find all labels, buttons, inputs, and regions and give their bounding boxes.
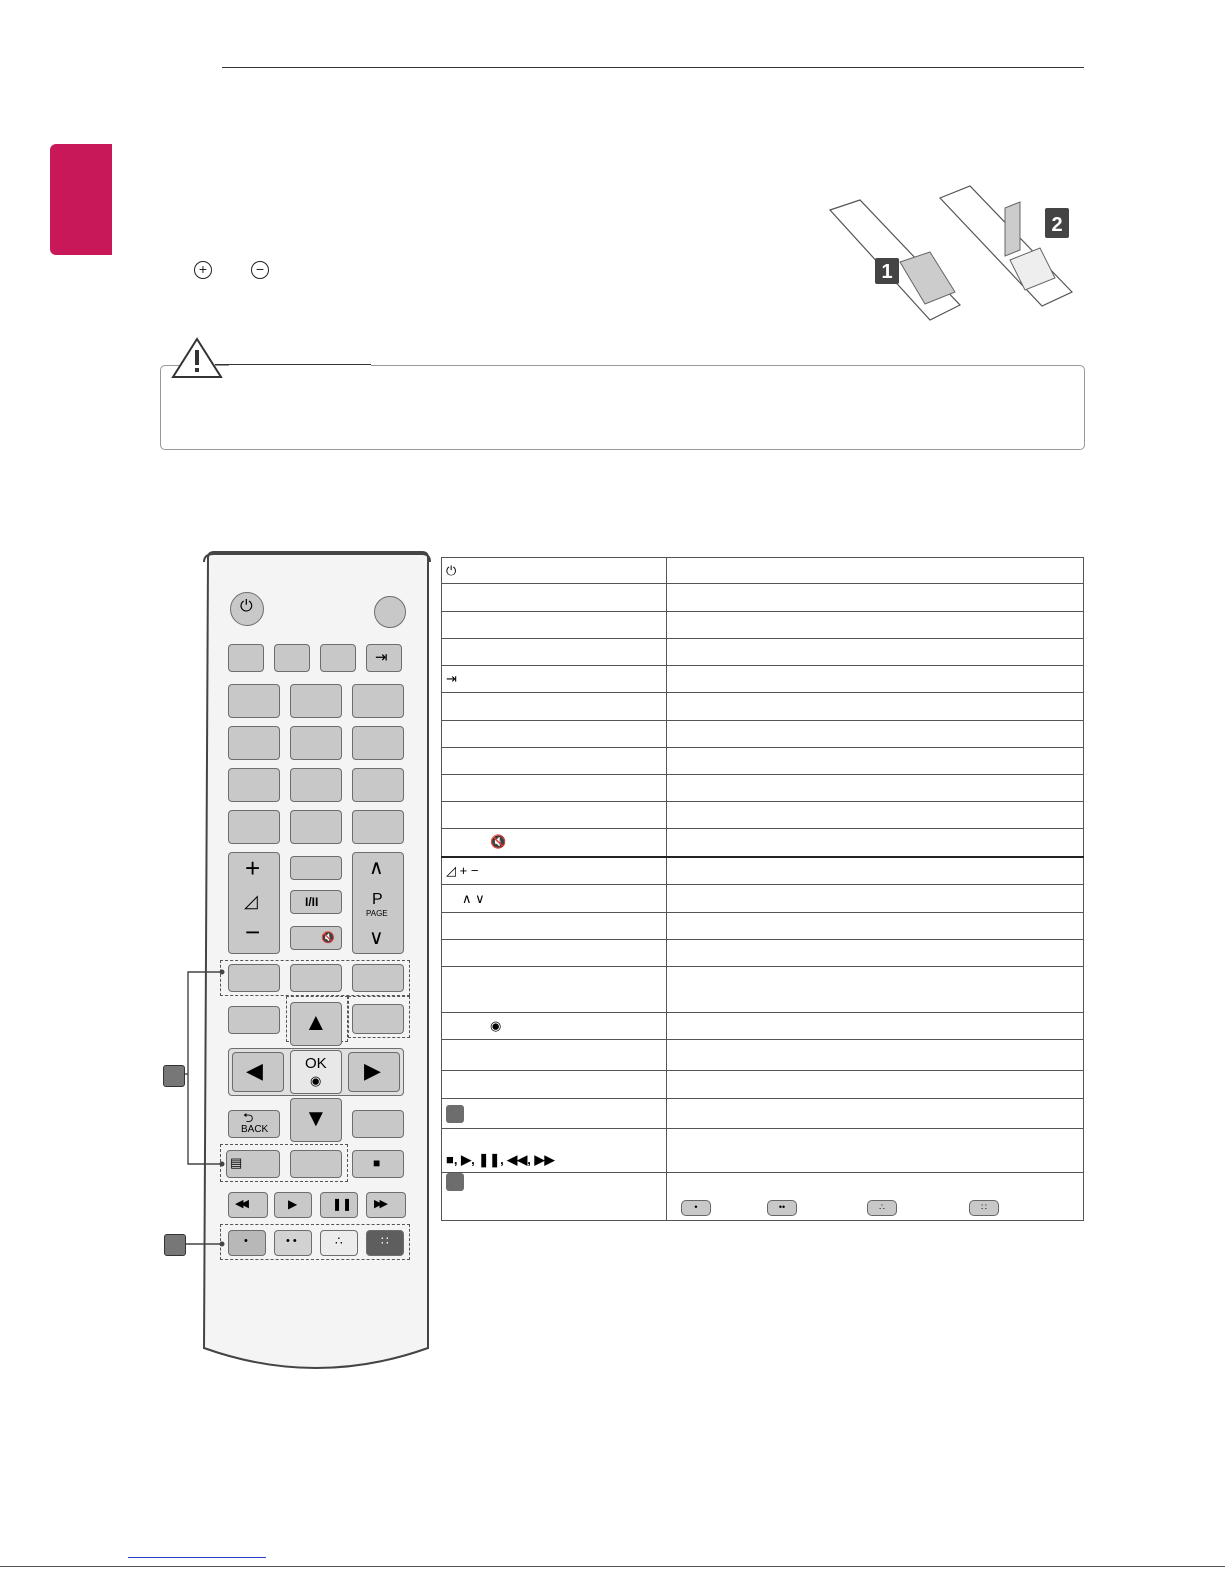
key-cell <box>442 1013 667 1040</box>
description-cell <box>667 1099 1084 1129</box>
fast-forward-button[interactable] <box>366 1192 406 1218</box>
callout-2 <box>164 1234 186 1256</box>
footer-rule <box>0 1566 1225 1567</box>
vol-plus-label: + <box>245 853 261 883</box>
num-button-1[interactable] <box>228 684 280 718</box>
color-key-pill-3: ∴ <box>867 1200 897 1216</box>
play-icon: ▶ <box>288 1197 298 1211</box>
play-button[interactable] <box>274 1192 312 1218</box>
battery-step-1: 1 <box>881 261 893 283</box>
table-row <box>442 558 1084 584</box>
input-button[interactable] <box>366 644 402 672</box>
top-right-round-button[interactable] <box>374 596 406 628</box>
rewind-button[interactable] <box>228 1192 268 1218</box>
description-cell <box>667 1013 1084 1040</box>
battery-install-illustration <box>820 180 1080 330</box>
remote-control-illustration <box>196 548 436 1388</box>
caution-box <box>160 365 1085 450</box>
description-cell <box>667 802 1084 829</box>
table-row <box>442 1071 1084 1099</box>
num-button-4[interactable] <box>228 726 280 760</box>
down-arrow-icon: ▼ <box>304 1105 328 1132</box>
table-row <box>442 748 1084 775</box>
dpad-up-button[interactable] <box>290 1002 342 1046</box>
key-cell <box>442 885 667 913</box>
table-row <box>442 639 1084 666</box>
fast-forward-icon: ▶▶ <box>374 1198 385 1210</box>
color-key-pill-2: •• <box>767 1200 797 1216</box>
table-row <box>442 1013 1084 1040</box>
key-cell <box>442 693 667 721</box>
description-cell <box>667 913 1084 940</box>
key-cell <box>442 775 667 802</box>
footer-link-underline <box>128 1557 266 1558</box>
color-key-3[interactable] <box>320 1230 358 1256</box>
description-cell <box>667 967 1084 1013</box>
table-row <box>442 829 1084 857</box>
back-label: BACK <box>241 1124 269 1135</box>
color-key-3-label: ∴ <box>335 1234 343 1248</box>
num-button-10[interactable] <box>228 810 280 844</box>
key-symbol: ⏻ <box>446 562 457 578</box>
num-button-5[interactable] <box>290 726 342 760</box>
color-key-4-label: ∷ <box>381 1234 389 1248</box>
table-row <box>442 693 1084 721</box>
key-cell <box>442 802 667 829</box>
key-cell <box>442 857 667 885</box>
color-key-pill-1: • <box>681 1200 711 1216</box>
page-down-icon: ∨ <box>369 927 384 949</box>
num-button-6[interactable] <box>352 726 404 760</box>
description-cell <box>667 612 1084 639</box>
menu-button-4[interactable] <box>352 1004 404 1034</box>
back-button[interactable] <box>228 1110 280 1138</box>
key-cell <box>442 967 667 1013</box>
description-cell <box>667 885 1084 913</box>
description-cell <box>667 1071 1084 1099</box>
key-cell <box>442 558 667 584</box>
callout-1 <box>163 1065 185 1087</box>
audio-button[interactable] <box>290 890 342 914</box>
power-icon: ⏻ <box>240 598 253 615</box>
description-cell <box>667 1129 1084 1173</box>
up-arrow-icon: ▲ <box>304 1009 328 1036</box>
menu-button-3[interactable] <box>352 964 404 992</box>
left-side-button[interactable] <box>228 1006 280 1034</box>
callout-marker <box>446 1105 464 1123</box>
right-arrow-icon: ▶ <box>364 1058 381 1083</box>
polarity-plus-icon: + <box>194 261 212 279</box>
num-button-9[interactable] <box>352 768 404 802</box>
mid-button[interactable] <box>290 856 342 880</box>
back-arrow-icon: ⮌ <box>243 1110 254 1125</box>
key-cell <box>442 1173 667 1221</box>
table-row <box>442 666 1084 693</box>
description-cell <box>667 775 1084 802</box>
stop-rec-button[interactable] <box>352 1150 404 1178</box>
table-row <box>442 857 1084 885</box>
num-button-2[interactable] <box>290 684 342 718</box>
key-symbol: ∧ ∨ <box>462 890 485 906</box>
callout-marker <box>446 1173 464 1191</box>
warning-icon <box>170 336 224 380</box>
ok-button[interactable] <box>290 1050 342 1094</box>
dpad-right-button[interactable] <box>348 1052 400 1092</box>
page-rocker[interactable] <box>352 852 404 954</box>
pause-button[interactable] <box>320 1192 358 1218</box>
color-key-pill-4: ∷ <box>969 1200 999 1216</box>
description-cell <box>667 940 1084 967</box>
key-cell <box>442 913 667 940</box>
num-button-0[interactable] <box>290 810 342 844</box>
input-icon: ⇥ <box>375 649 388 666</box>
func-button-1[interactable] <box>228 644 264 672</box>
caution-rule <box>215 364 371 365</box>
key-cell <box>442 1040 667 1071</box>
table-row <box>442 612 1084 639</box>
description-cell <box>667 693 1084 721</box>
header-rule <box>222 67 1084 68</box>
key-cell <box>442 1129 667 1173</box>
table-row <box>442 721 1084 748</box>
color-key-2[interactable] <box>274 1230 312 1256</box>
rewind-icon: ◀◀ <box>235 1198 246 1210</box>
mute-icon: 🔇 <box>321 932 335 944</box>
power-button[interactable] <box>230 592 264 626</box>
color-key-1-label: • <box>244 1235 248 1247</box>
table-row <box>442 885 1084 913</box>
teletext-button[interactable] <box>226 1150 280 1178</box>
key-cell <box>442 612 667 639</box>
ok-wheel-icon: ◉ <box>310 1073 322 1088</box>
page-label: PAGE <box>366 909 388 918</box>
volume-icon: ◿ <box>244 891 258 911</box>
key-cell <box>442 1099 667 1129</box>
description-cell <box>667 748 1084 775</box>
func-button-3[interactable] <box>320 644 356 672</box>
key-symbol: ◿ + − <box>446 862 479 878</box>
dpad-left-button[interactable] <box>232 1052 284 1092</box>
num-button-7[interactable] <box>228 768 280 802</box>
table-row <box>442 1040 1084 1071</box>
table-row <box>442 913 1084 940</box>
teletext-icon: ▤ <box>230 1155 243 1170</box>
polarity-minus-icon: − <box>251 261 269 279</box>
p-label: P <box>372 891 383 908</box>
key-cell <box>442 1071 667 1099</box>
key-cell <box>442 639 667 666</box>
table-row <box>442 1173 1084 1221</box>
num-button-12[interactable] <box>352 810 404 844</box>
key-symbol: ■, ▶, ❚❚, ◀◀, ▶▶ <box>446 1152 555 1167</box>
key-cell <box>442 748 667 775</box>
mute-button[interactable] <box>290 926 342 950</box>
table-row <box>442 1099 1084 1129</box>
table-row <box>442 1129 1084 1173</box>
num-button-3[interactable] <box>352 684 404 718</box>
table-row <box>442 940 1084 967</box>
color-key-2-label: • • <box>286 1235 297 1247</box>
volume-rocker[interactable] <box>228 852 280 954</box>
battery-step-2: 2 <box>1051 214 1063 236</box>
key-symbol: 🔇 <box>490 834 507 850</box>
page-up-icon: ∧ <box>369 857 384 879</box>
description-cell <box>667 829 1084 857</box>
key-cell <box>442 829 667 857</box>
key-symbol: ◉ <box>490 1018 502 1033</box>
callout-connectors <box>160 960 230 1260</box>
info-button[interactable] <box>290 1150 342 1178</box>
table-row <box>442 775 1084 802</box>
pause-icon: ❚❚ <box>332 1197 353 1211</box>
num-button-8[interactable] <box>290 768 342 802</box>
table-row <box>442 802 1084 829</box>
key-cell <box>442 721 667 748</box>
description-cell <box>667 721 1084 748</box>
right-side-button[interactable] <box>352 1110 404 1138</box>
table-row <box>442 584 1084 612</box>
description-cell <box>667 666 1084 693</box>
description-cell <box>667 1173 1084 1221</box>
description-cell <box>667 558 1084 584</box>
menu-button-1[interactable] <box>228 964 280 992</box>
ok-label: OK <box>305 1055 327 1072</box>
dpad-down-button[interactable] <box>290 1098 342 1142</box>
description-cell <box>667 639 1084 666</box>
description-cell <box>667 1040 1084 1071</box>
key-cell <box>442 940 667 967</box>
color-key-1[interactable] <box>228 1230 266 1256</box>
menu-button-2[interactable] <box>290 964 342 992</box>
func-button-2[interactable] <box>274 644 310 672</box>
color-key-4[interactable] <box>366 1230 404 1256</box>
stop-icon: ■ <box>373 1156 381 1170</box>
language-tab <box>50 144 112 255</box>
key-symbol: ⇥ <box>446 671 457 686</box>
key-cell <box>442 666 667 693</box>
table-row <box>442 967 1084 1013</box>
description-cell <box>667 857 1084 885</box>
key-function-table <box>441 557 1084 1221</box>
description-cell <box>667 584 1084 612</box>
vol-minus-label: − <box>245 917 261 947</box>
key-cell <box>442 584 667 612</box>
iii-label: I/II <box>305 895 319 909</box>
left-arrow-icon: ◀ <box>246 1058 263 1083</box>
